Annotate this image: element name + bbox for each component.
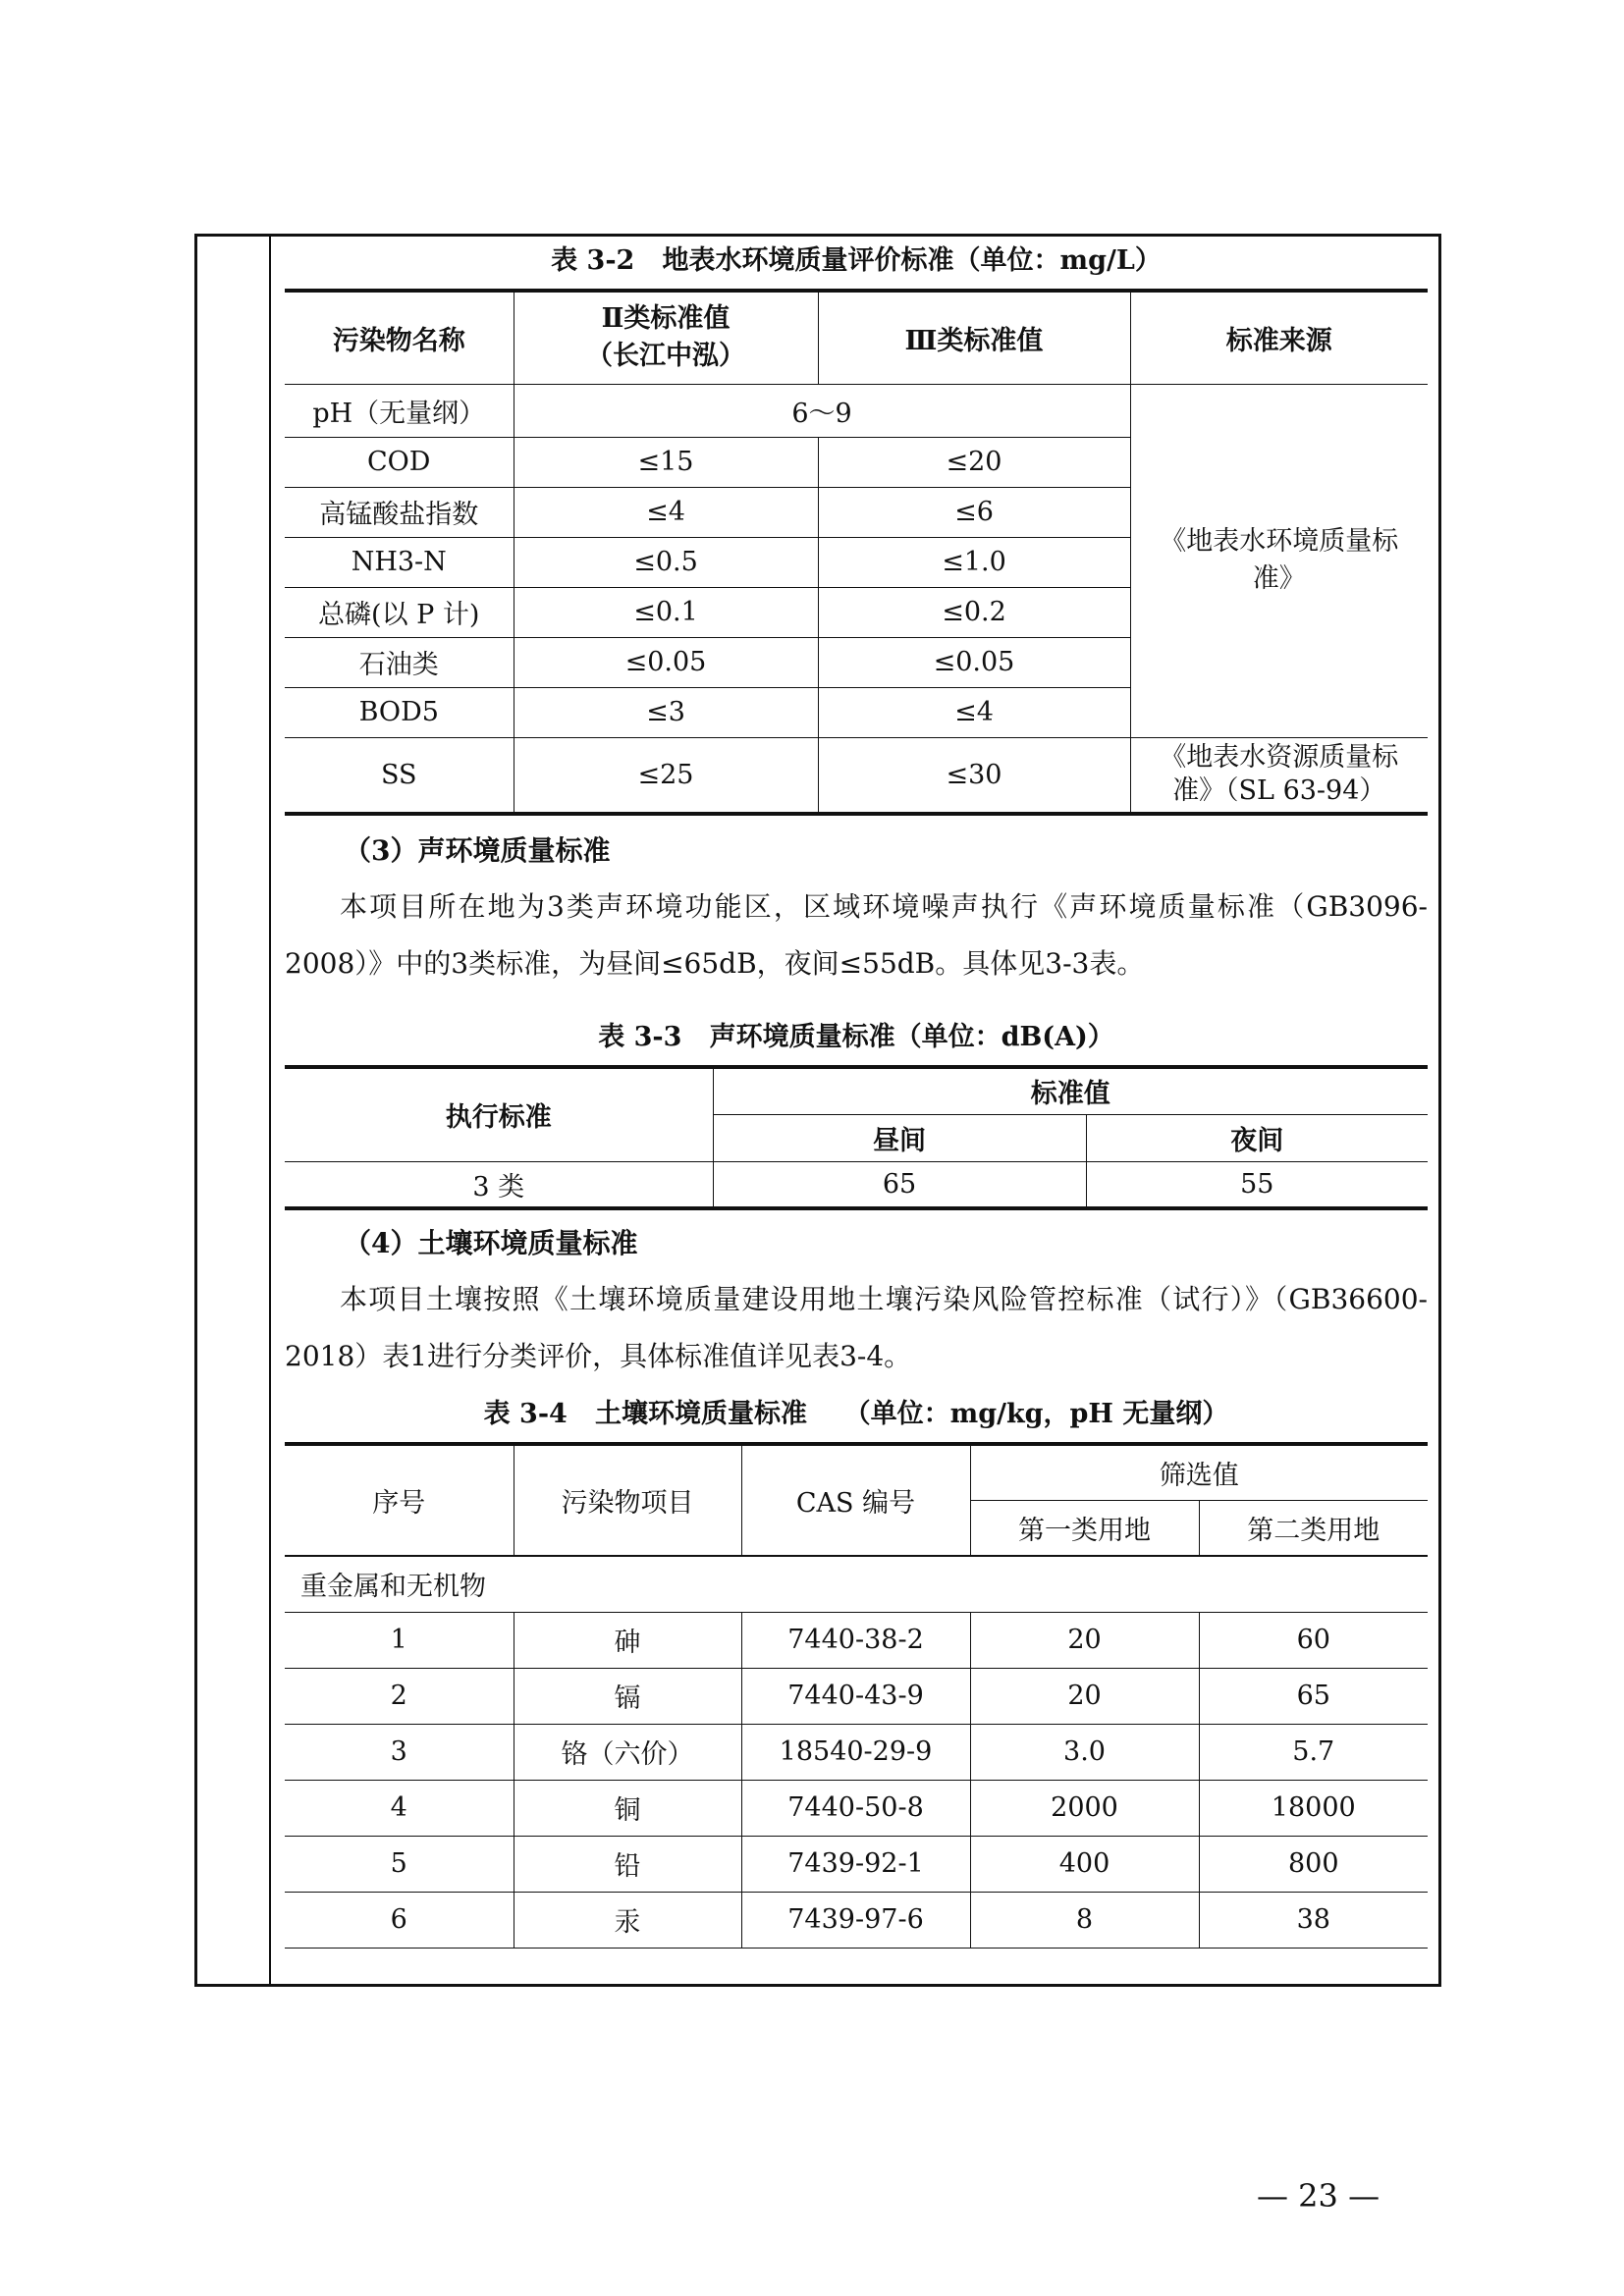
table-cell: 7440-50-8: [741, 1780, 970, 1836]
table-cell: ≤4: [514, 487, 818, 537]
table-cell: 18000: [1199, 1780, 1428, 1836]
table-cell: 3: [285, 1724, 514, 1780]
frame-divider: [269, 237, 271, 1984]
table-cell: 7440-43-9: [741, 1668, 970, 1724]
table-cell: 8: [970, 1892, 1199, 1948]
table-cell: ≤6: [818, 487, 1130, 537]
table-cell: 铜: [514, 1780, 741, 1836]
table-cell: 铬（六价）: [514, 1724, 741, 1780]
header-class-2: Ⅱ类标准值 （长江中泓）: [514, 291, 818, 384]
table-cell: SS: [285, 737, 514, 814]
table-cell: 3.0: [970, 1724, 1199, 1780]
table-cell: ≤3: [514, 687, 818, 737]
table-cell: 7439-97-6: [741, 1892, 970, 1948]
table-cell: NH3-N: [285, 537, 514, 587]
table-cell: 55: [1086, 1161, 1428, 1208]
table-cell: ≤30: [818, 737, 1130, 814]
source-cell: 《地表水资源质量标准》（SL 63-94）: [1130, 737, 1428, 814]
table-cell: 石油类: [285, 637, 514, 687]
table-cell: 400: [970, 1836, 1199, 1892]
table-cell: 1: [285, 1612, 514, 1668]
page-number: — 23 —: [1257, 2177, 1380, 2215]
table-cell: ≤25: [514, 737, 818, 814]
header-day: 昼间: [713, 1114, 1086, 1161]
table-cell: 6: [285, 1892, 514, 1948]
header-screening-value: 筛选值: [970, 1444, 1428, 1500]
header-standard-value: 标准值: [713, 1067, 1428, 1114]
header-pollutant-item: 污染物项目: [514, 1444, 741, 1556]
table-3-3-caption: 表 3-3 声环境质量标准（单位：dB(A)）: [598, 1022, 1114, 1052]
table-3-3: [285, 1065, 1428, 1210]
section-heading-4: （4）土壤环境质量标准: [344, 1227, 638, 1259]
page-content: [285, 234, 1428, 1949]
table-cell: 镉: [514, 1668, 741, 1724]
table-cell: 7440-38-2: [741, 1612, 970, 1668]
table-3-2: [285, 289, 1428, 816]
table-cell: 5: [285, 1836, 514, 1892]
table-cell: 总磷(以 P 计): [285, 587, 514, 637]
table-cell: 铅: [514, 1836, 741, 1892]
table-cell: ≤1.0: [818, 537, 1130, 587]
table-cell: ≤4: [818, 687, 1130, 737]
table-cell: ≤0.05: [818, 637, 1130, 687]
header-index: 序号: [285, 1444, 514, 1556]
table-cell: pH（无量纲）: [285, 384, 514, 437]
table-cell: 7439-92-1: [741, 1836, 970, 1892]
table-cell: ≤15: [514, 437, 818, 487]
table-cell: ≤0.05: [514, 637, 818, 687]
table-cell: ≤0.2: [818, 587, 1130, 637]
header-class-1-land: 第一类用地: [970, 1500, 1199, 1556]
table-cell: 2000: [970, 1780, 1199, 1836]
table-cell: ≤0.5: [514, 537, 818, 587]
section-3-paragraph: 本项目所在地为3类声环境功能区，区域环境噪声执行《声环境质量标准（GB3096-2008）》中的3类标准，为昼间≤65dB，夜间≤55dB。具体见3-3表。: [285, 890, 1428, 980]
table-cell: 800: [1199, 1836, 1428, 1892]
header-night: 夜间: [1086, 1114, 1428, 1161]
group-row: 重金属和无机物: [285, 1556, 1428, 1612]
table-cell: 砷: [514, 1612, 741, 1668]
table-cell: 汞: [514, 1892, 741, 1948]
table-cell: 5.7: [1199, 1724, 1428, 1780]
header-pollutant: 污染物名称: [285, 291, 514, 384]
table-cell: 4: [285, 1780, 514, 1836]
header-source: 标准来源: [1130, 291, 1428, 384]
table-cell: ≤0.1: [514, 587, 818, 637]
section-heading-3: （3）声环境质量标准: [344, 834, 611, 867]
table-cell: 6～9: [514, 384, 1130, 437]
table-cell: 3 类: [285, 1161, 713, 1208]
table-cell: 2: [285, 1668, 514, 1724]
table-cell: BOD5: [285, 687, 514, 737]
table-cell: 38: [1199, 1892, 1428, 1948]
table-cell: 65: [1199, 1668, 1428, 1724]
header-standard: 执行标准: [285, 1067, 713, 1161]
table-cell: 高锰酸盐指数: [285, 487, 514, 537]
source-cell: 《地表水环境质量标准》: [1130, 384, 1428, 737]
table-cell: 60: [1199, 1612, 1428, 1668]
table-cell: 65: [713, 1161, 1086, 1208]
header-class-2-land: 第二类用地: [1199, 1500, 1428, 1556]
table-3-2-caption: 表 3-2 地表水环境质量评价标准（单位：mg/L）: [551, 245, 1162, 276]
table-cell: ≤20: [818, 437, 1130, 487]
table-3-4: [285, 1442, 1428, 1949]
table-3-4-caption: 表 3-4 土壤环境质量标准 （单位：mg/kg，pH 无量纲）: [483, 1399, 1229, 1429]
header-cas: CAS 编号: [741, 1444, 970, 1556]
table-cell: 20: [970, 1612, 1199, 1668]
table-cell: 18540-29-9: [741, 1724, 970, 1780]
table-cell: 20: [970, 1668, 1199, 1724]
table-cell: COD: [285, 437, 514, 487]
header-class-3: Ⅲ类标准值: [818, 291, 1130, 384]
section-4-paragraph: 本项目土壤按照《土壤环境质量建设用地土壤污染风险管控标准（试行）》（GB36600-2018）表1进行分类评价，具体标准值详见表3-4。: [285, 1283, 1428, 1372]
